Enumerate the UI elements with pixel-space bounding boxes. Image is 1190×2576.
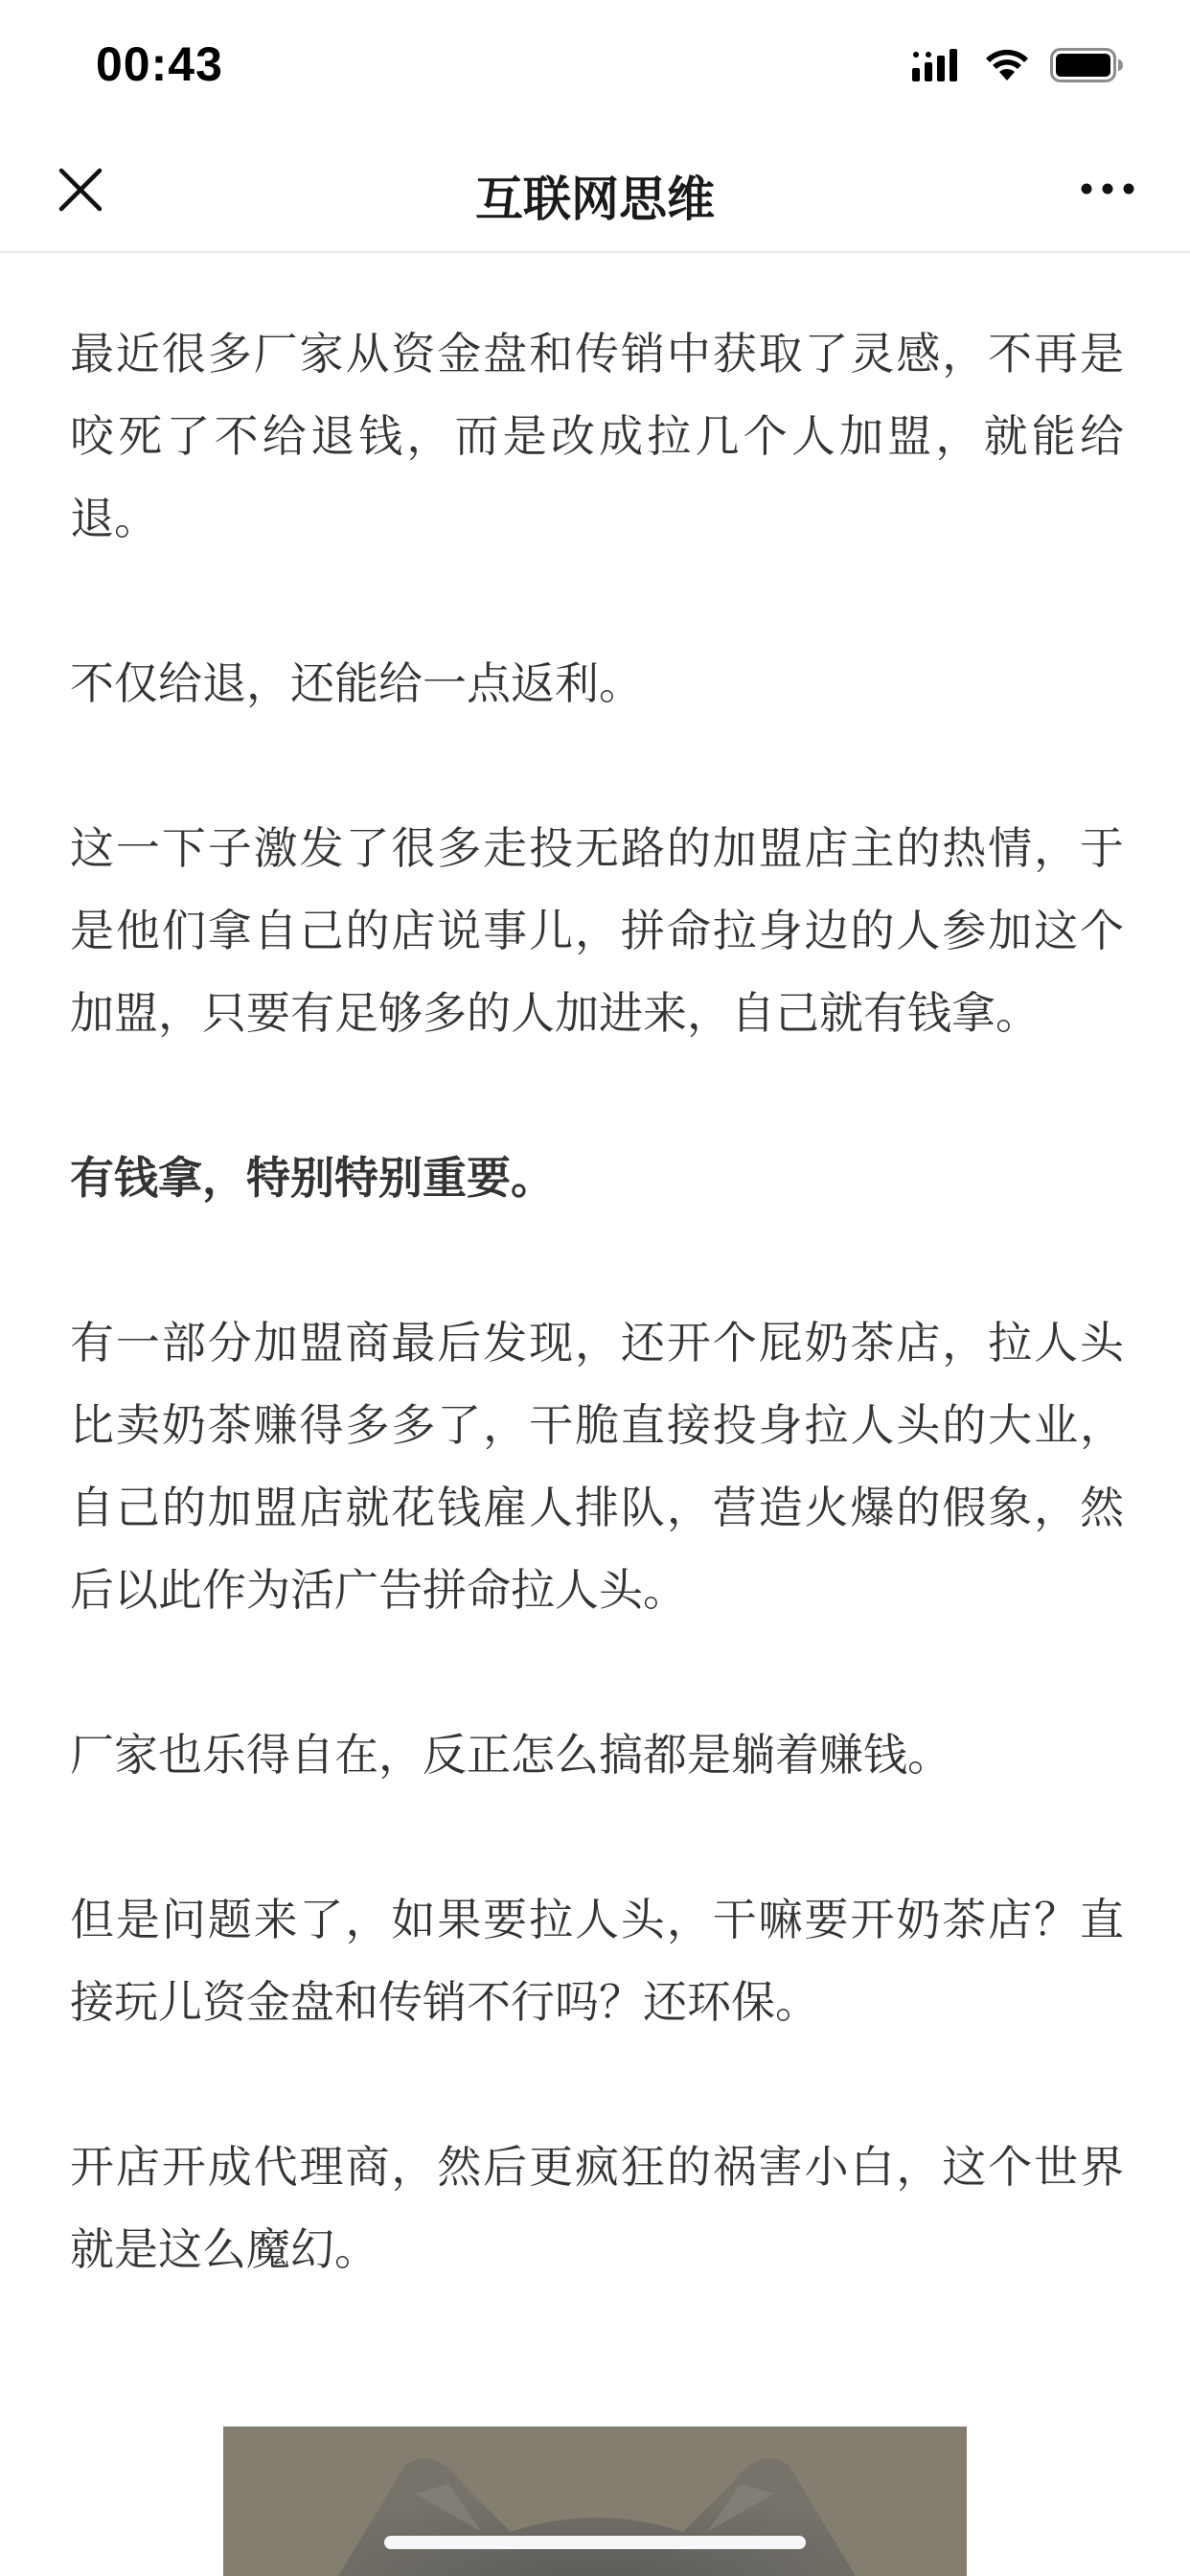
article-paragraph-bold: 有钱拿，特别特别重要。 xyxy=(70,1152,555,1204)
article-paragraph: 开店开成代理商，然后更疯狂的祸害小白，这个世界就是这么魔幻。 xyxy=(70,2141,1124,2275)
page-title: 互联网思维 xyxy=(475,172,715,227)
article-body xyxy=(70,312,1124,2290)
battery-icon xyxy=(1050,48,1123,82)
article-paragraph: 这一下子激发了很多走投无路的加盟店主的热情，于是他们拿自己的店说事儿，拼命拉身边的人参加这个加盟，只要有足够多的人加进来，自己就有钱拿。 xyxy=(70,822,1124,1039)
article-paragraph: 厂家也乐得自在，反正怎么搞都是躺着赚钱。 xyxy=(70,1729,951,1781)
wifi-icon xyxy=(985,49,1029,81)
nav-bar xyxy=(0,126,1190,253)
status-icons xyxy=(912,46,1123,84)
cellular-signal-icon xyxy=(912,49,964,81)
article-paragraph: 不仅给退，还能给一点返利。 xyxy=(70,657,643,709)
article-paragraph: 但是问题来了，如果要拉人头，干嘛要开奶茶店？直接玩儿资金盘和传销不行吗？还环保。 xyxy=(70,1894,1124,2028)
more-dots-icon[interactable] xyxy=(1079,174,1136,203)
cat-photo xyxy=(223,2426,967,2576)
article-paragraph: 有一部分加盟商最后发现，还开个屁奶茶店，拉人头比卖奶茶赚得多多了，干脆直接投身拉人头的大业，自己的加盟店就花钱雇人排队，营造火爆的假象，然后以此作为活广告拼命拉人头。 xyxy=(70,1317,1124,1616)
article-paragraph: 最近很多厂家从资金盘和传销中获取了灵感，不再是咬死了不给退钱，而是改成拉几个人加盟，就能给退。 xyxy=(70,328,1124,544)
status-time: 00:43 xyxy=(96,37,223,91)
article-image[interactable] xyxy=(223,2426,967,2576)
status-bar xyxy=(0,0,1190,126)
home-indicator[interactable] xyxy=(384,2536,806,2549)
